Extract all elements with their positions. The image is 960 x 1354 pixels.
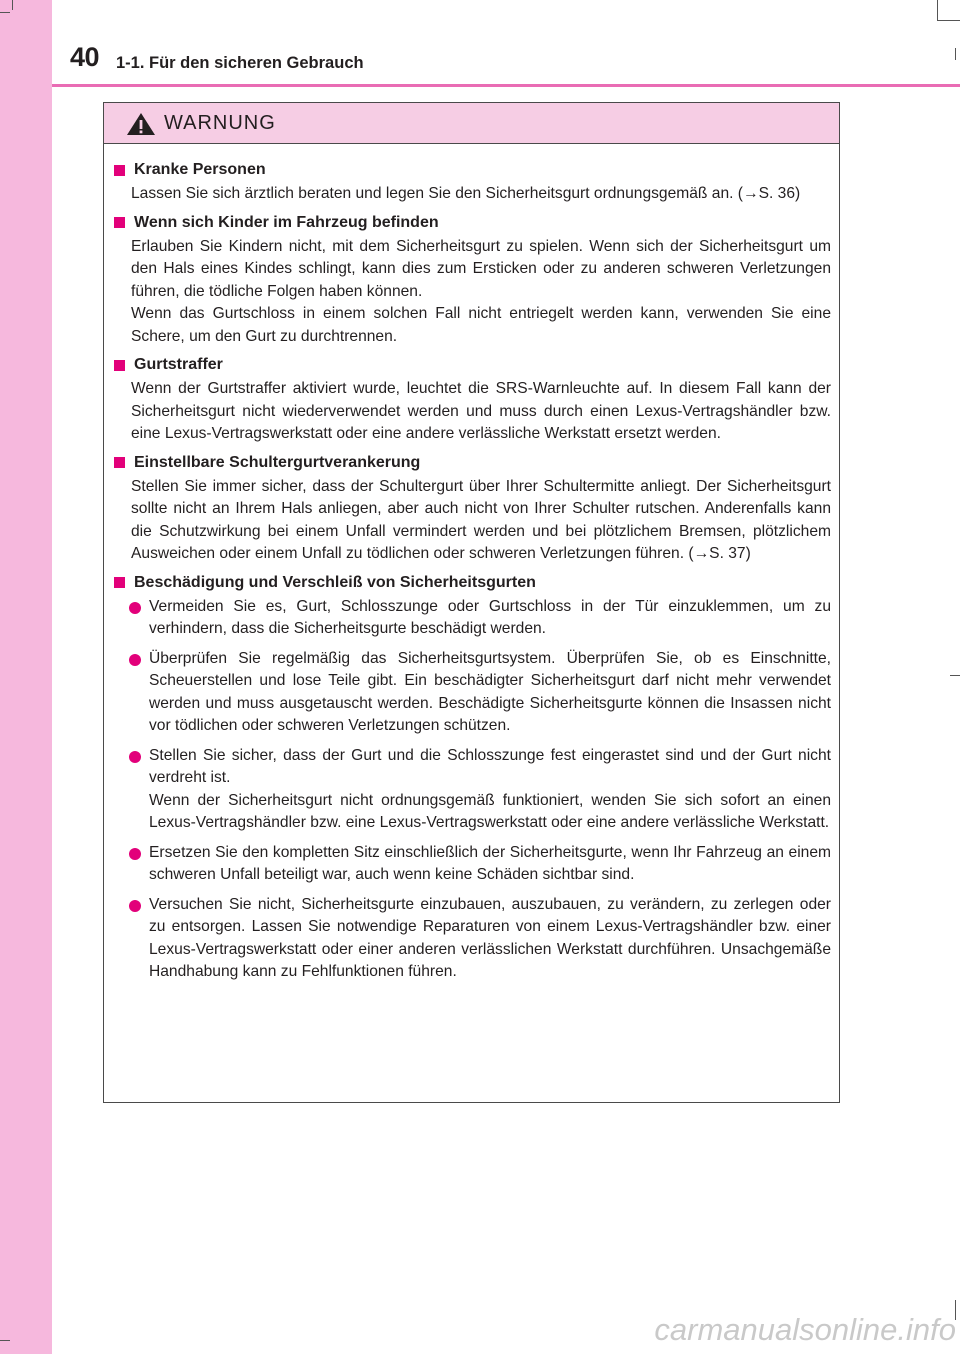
round-bullet-icon	[129, 602, 141, 614]
item-paragraph: Wenn das Gurtschloss in einem solchen Fall nicht entriegelt werden kann, verwenden Sie eine Schere, um den Gurt zu durchtrennen.	[131, 305, 831, 345]
warning-box	[103, 102, 840, 1103]
crop-mark	[937, 20, 960, 21]
square-bullet-icon	[114, 577, 125, 588]
list-item	[129, 894, 831, 984]
square-bullet-icon	[114, 457, 125, 468]
list-item	[129, 596, 831, 641]
list-item-text: Stellen Sie sicher, dass der Gurt und die Schlosszunge fest eingerastet sind und der Gurt nicht verdreht ist. Wenn der Sicherheitsgurt nicht ordnungsgemäß funktioniert, wenden Sie sich sofort an einen Lexus-Vertragshändler bzw. eine Lexus-Vertragswerkstatt oder eine andere verlässliche Werkstatt.	[149, 746, 831, 831]
header-divider	[52, 84, 960, 87]
square-bullet-icon	[114, 165, 125, 176]
warning-header	[104, 103, 839, 144]
warning-item	[114, 574, 831, 984]
item-heading: Beschädigung und Verschleiß von Sicherheitsgurten	[134, 573, 536, 591]
item-paragraph: Stellen Sie immer sicher, dass der Schultergurt über Ihrer Schultermitte anliegt. Der Sicherheitsgurt sollte nicht an Ihrem Hals anliegen, aber auch nicht von Ihrer Schulter rutschen. Anderenfalls kann die Schutzwirkung bei einem Unfall vermindert werden und bei plötzlichem Bremsen, plötzlichem Ausweichen oder einem Unfall zu tödlichen oder schweren Verletzungen führen. (→S. 37)	[131, 477, 831, 562]
section-title: 1-1. Für den sicheren Gebrauch	[116, 54, 364, 72]
warning-body	[104, 144, 839, 984]
crop-mark	[0, 1340, 10, 1341]
page-number: 40	[70, 42, 100, 72]
list-item-text: Überprüfen Sie regelmäßig das Sicherheitsgurtsystem. Überprüfen Sie, ob es Einschnitte, Scheuerstellen und lose Teile gibt. Ein beschädigter Sicherheitsgurt darf nicht mehr verwendet werden und muss ausgetauscht werden. Beschädigte Sicherheitsgurte können die Insassen nicht vor tödlichen oder schweren Verletzungen schützen.	[149, 649, 831, 734]
list-item	[129, 745, 831, 835]
warning-item	[114, 356, 831, 446]
warning-item	[114, 161, 831, 206]
warning-item	[114, 214, 831, 349]
round-bullet-icon	[129, 848, 141, 860]
list-item-text: Versuchen Sie nicht, Sicherheitsgurte einzubauen, auszubauen, zu verändern, zu zerlegen oder zu entsorgen. Lassen Sie notwendige Reparaturen von einem Lexus-Vertragshändler bzw. einer Lexus-Vertragswerkstatt oder einer anderen verlässlichen Werkstatt durchführen. Unsachgemäße Handhabung kann zu Fehlfunktionen führen.	[149, 895, 831, 980]
side-color-band	[0, 0, 52, 1354]
list-item-text: Ersetzen Sie den kompletten Sitz einschließlich der Sicherheitsgurte, wenn Ihr Fahrzeug an einem schweren Unfall beteiligt war, auch wenn keine Schäden sichtbar sind.	[149, 843, 831, 883]
page-header	[0, 0, 960, 88]
item-paragraph: Lassen Sie sich ärztlich beraten und legen Sie den Sicherheitsgurt ordnungsgemäß an. (→S. 36)	[131, 185, 801, 202]
item-paragraph: Erlauben Sie Kindern nicht, mit dem Sicherheitsgurt zu spielen. Wenn sich der Sicherheitsgurt um den Hals eines Kindes schlingt, kann dies zum Ersticken oder zu anderen schweren Verletzungen führen, die tödliche Folgen haben können.	[131, 237, 831, 300]
list-item	[129, 842, 831, 887]
warning-title: WARNUNG	[164, 112, 276, 134]
crop-mark	[0, 12, 10, 13]
item-paragraph: Wenn der Gurtstraffer aktiviert wurde, leuchtet die SRS-Warnleuchte auf. In diesem Fall kann der Sicherheitsgurt nicht wiederverwendet werden und muss durch einen Lexus-Vertragshändler bzw. eine Lexus-Vertragswerkstatt oder eine andere verlässliche Werkstatt ersetzt werden.	[131, 380, 831, 442]
crop-mark	[955, 48, 956, 60]
item-heading: Wenn sich Kinder im Fahrzeug befinden	[134, 213, 439, 231]
warning-item	[114, 454, 831, 566]
square-bullet-icon	[114, 360, 125, 371]
list-item-text: Vermeiden Sie es, Gurt, Schlosszunge oder Gurtschloss in der Tür einzuklemmen, um zu verhindern, dass die Sicherheitsgurte beschädigt werden.	[149, 597, 831, 637]
item-heading: Einstellbare Schultergurtverankerung	[134, 453, 421, 471]
crop-mark	[937, 0, 938, 20]
round-bullet-icon	[129, 900, 141, 912]
square-bullet-icon	[114, 217, 125, 228]
item-heading: Gurtstraffer	[134, 356, 223, 373]
crop-mark	[12, 0, 13, 10]
list-item	[129, 648, 831, 738]
warning-triangle-icon	[126, 112, 156, 136]
item-heading: Kranke Personen	[134, 161, 266, 178]
crop-mark	[950, 675, 960, 676]
round-bullet-icon	[129, 751, 141, 763]
round-bullet-icon	[129, 654, 141, 666]
watermark: carmanualsonline.info	[654, 1312, 956, 1347]
